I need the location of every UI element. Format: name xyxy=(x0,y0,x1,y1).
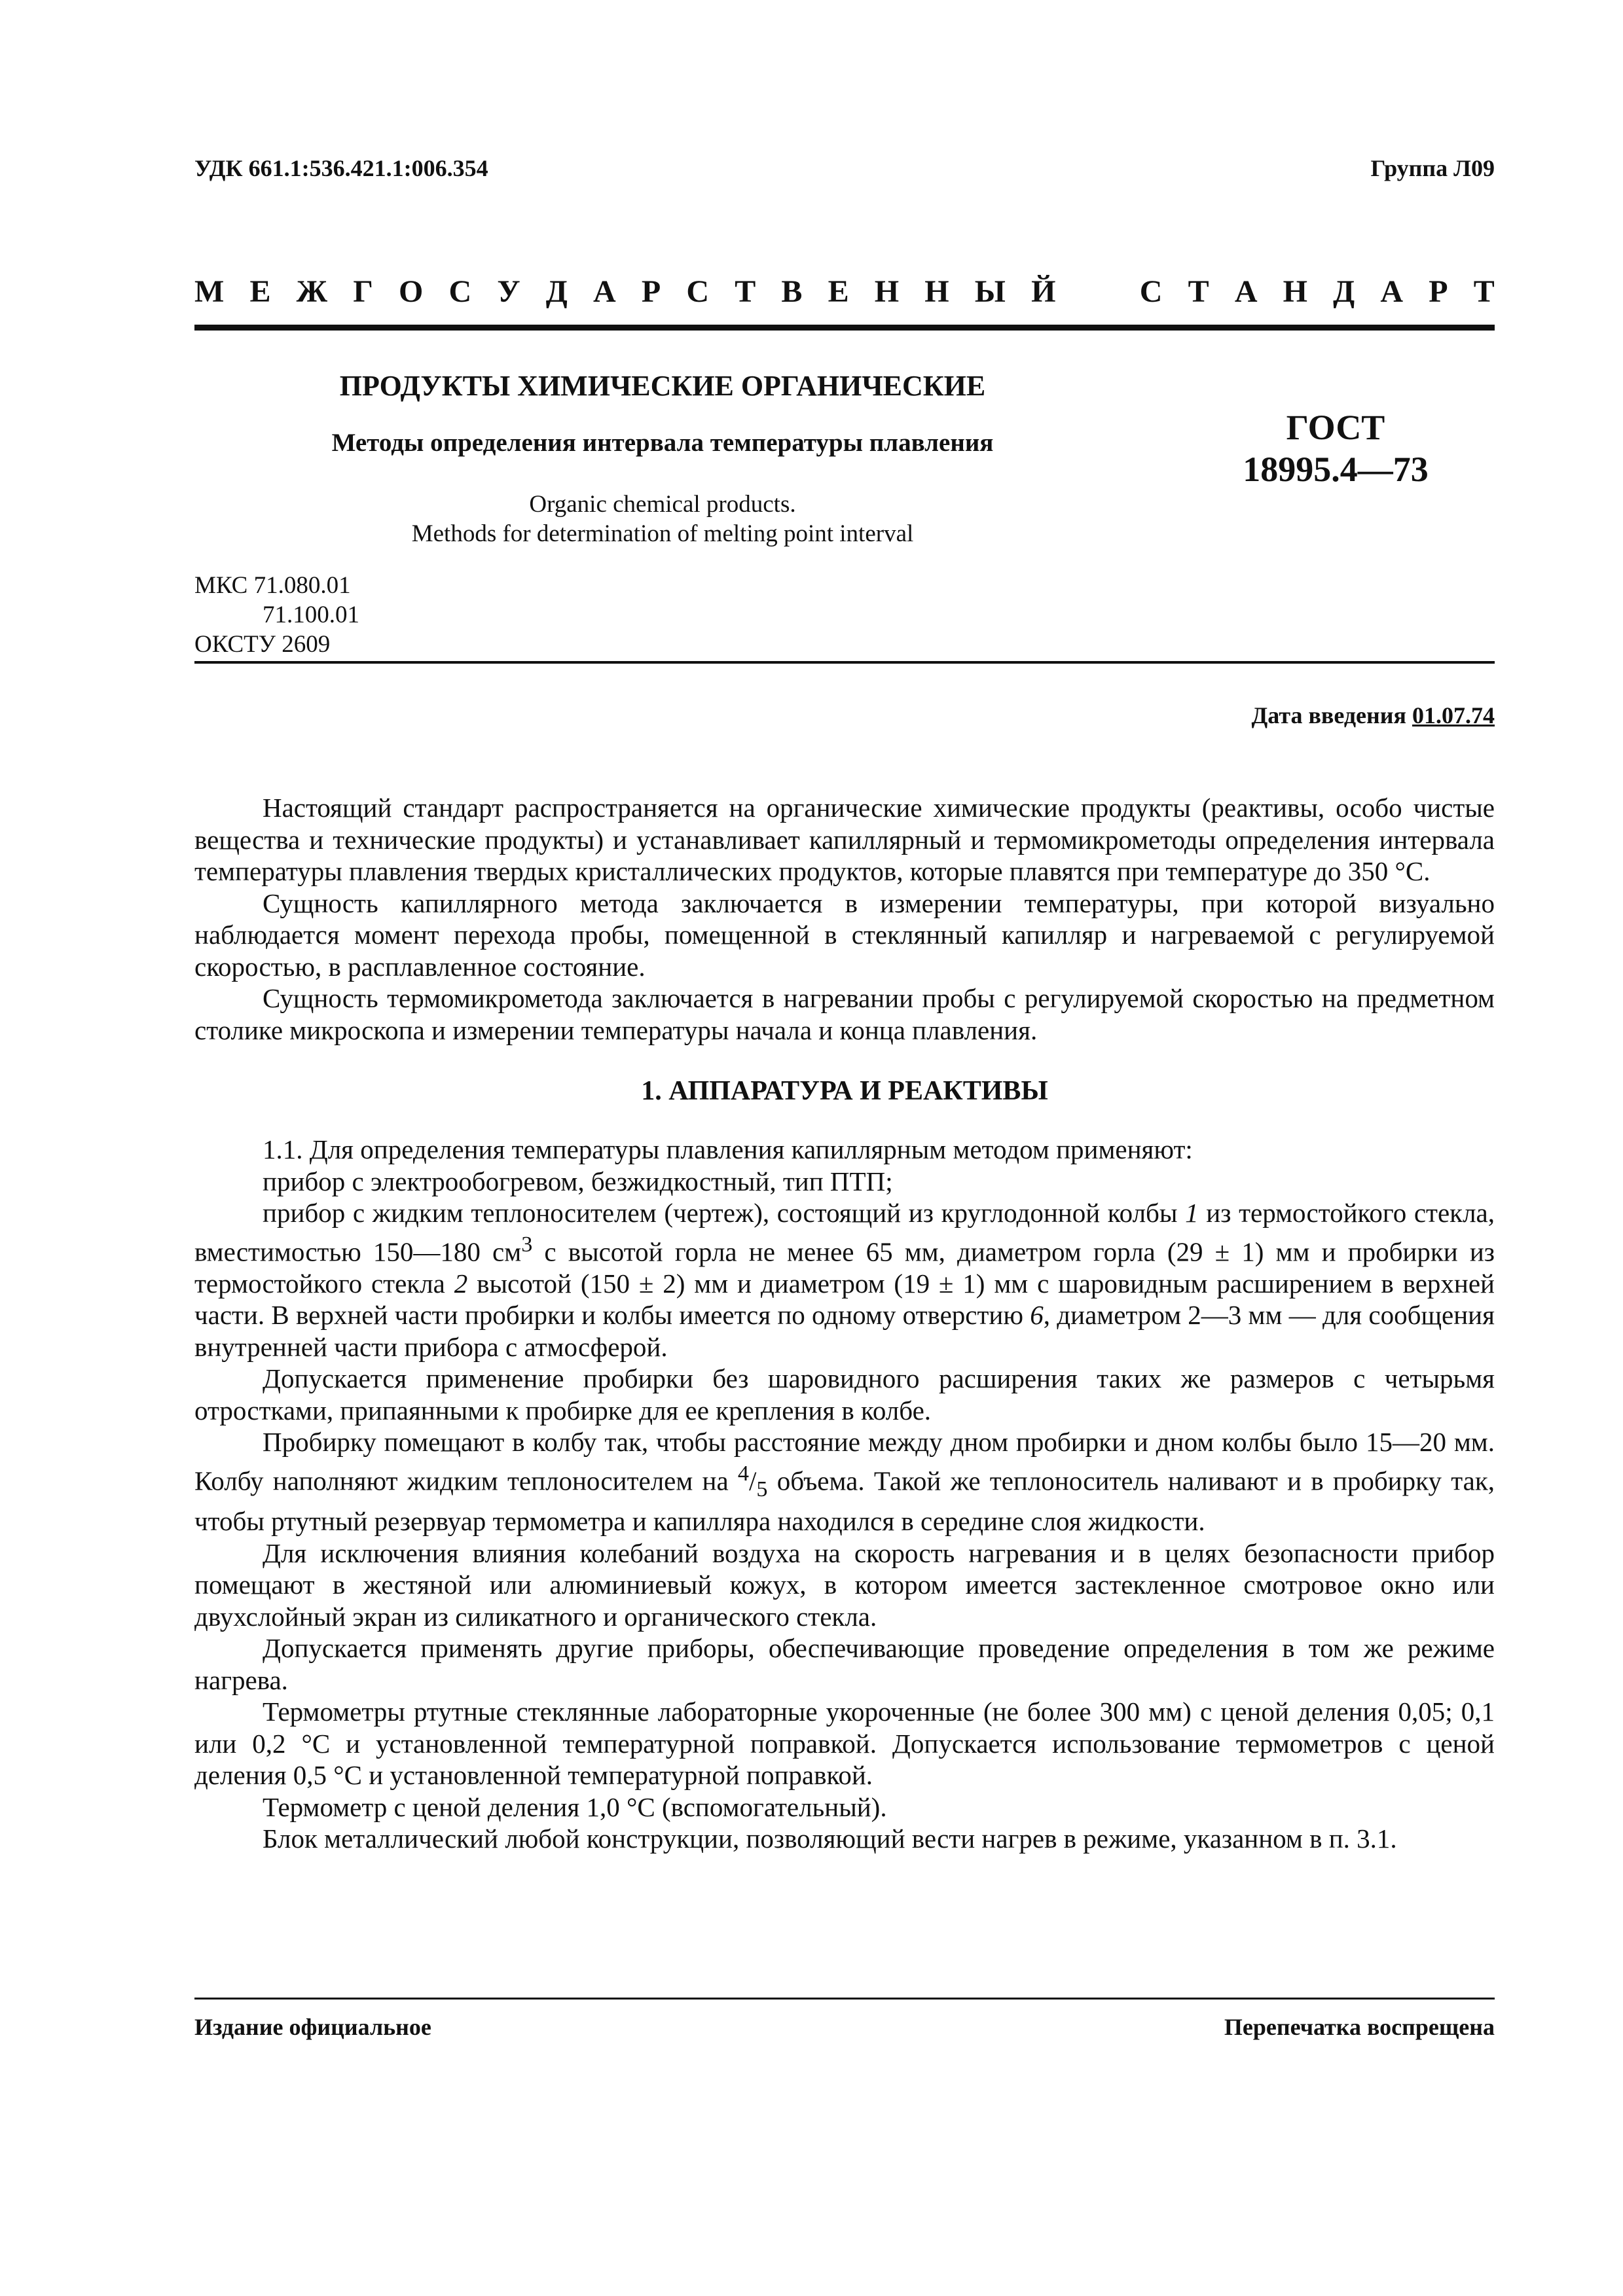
header-rule xyxy=(194,661,1495,664)
banner-letter: А xyxy=(593,274,616,309)
paragraph: Блок металлический любой конструкции, позволяющий вести нагрев в режиме, указанном в п. 3.1. xyxy=(263,1823,1397,1854)
text-run: из термостойкого стекла, вместимостью 150—180 см xyxy=(194,1198,1495,1267)
english-title-line: Organic chemical products. xyxy=(529,491,796,518)
text-run: объема. Такой же теплоноситель наливают и в пробирку так, чтобы ртутный резервуар термометра и капилляра находился в середине слоя жидкости. xyxy=(194,1465,1495,1536)
paragraph: Сущность капиллярного метода заключается в измерении температуры, при которой визуально наблюдается момент перехода пробы, помещенной в стеклянный капилляр и нагреваемой с регулируемой скоростью, в расплавленное состояние. xyxy=(194,888,1495,982)
banner-letter: Ы xyxy=(974,274,1006,309)
standard-banner xyxy=(194,274,1495,310)
text-run: прибор с жидким теплоносителем (чертеж), состоящий из круглодонной колбы xyxy=(263,1198,1186,1228)
footer-official-edition: Издание официальное xyxy=(194,2014,431,2040)
document-title: ПРОДУКТЫ ХИМИЧЕСКИЕ ОРГАНИЧЕСКИЕ xyxy=(339,370,986,402)
paragraph: Пробирку помещают в колбу так, чтобы расстояние между дном пробирки и дном колбы было 15—20 мм. Колбу наполняют жидким теплоносителем на $^4/_5$ объема. Такой же теплоноситель наливают и в пробирку так, чтобы ртутный резервуар термометра и капилляра находился в середине слоя жидкости. xyxy=(194,1427,1495,1536)
mks-code: 71.100.01 xyxy=(263,601,359,629)
banner-letter: М xyxy=(194,274,225,309)
banner-letter: Р xyxy=(1429,274,1448,309)
figure-ref: 6 xyxy=(1030,1300,1044,1331)
document-body xyxy=(194,792,1495,1855)
banner-letter: Д xyxy=(1333,274,1355,309)
figure-ref: 1 xyxy=(1185,1198,1199,1228)
footer-rule xyxy=(194,1998,1495,2000)
introduction-date xyxy=(1252,702,1495,729)
paragraph: Сущность термомикрометода заключается в нагревании пробы с регулируемой скоростью на предметном столике микроскопа и измерении температуры начала и конца плавления. xyxy=(194,983,1495,1045)
introduction-date-label: Дата введения xyxy=(1251,702,1406,728)
banner-letter: Т xyxy=(1188,274,1209,309)
document-subtitle: Методы определения интервала температуры плавления xyxy=(331,429,994,457)
gost-number: 18995.4—73 xyxy=(1243,450,1429,489)
banner-letter: Т xyxy=(1473,274,1495,309)
banner-letter: Й xyxy=(1031,274,1056,309)
banner-letter: Е xyxy=(828,274,849,309)
text-run: Пробирку помещают в колбу так, чтобы расстояние между дном пробирки и дном колбы было 15—20 мм. Колбу наполняют жидким теплоносителем на xyxy=(194,1427,1495,1496)
banner-letter: В xyxy=(781,274,803,309)
banner-letter: Н xyxy=(1283,274,1307,309)
paragraph: Настоящий стандарт распространяется на органические химические продукты (реактивы, особо чистые вещества и технические продукты) и устанавливает капиллярный и термомикрометоды определения интервала температуры плавления твердых кристаллических продуктов, которые плавятся при температуре до 350 °С. xyxy=(194,793,1495,886)
banner-letter: Н xyxy=(874,274,900,309)
text-run: , диаметром 2—3 мм — для сообщения внутренней части прибора с атмосферой. xyxy=(194,1300,1495,1362)
paragraph: Допускается применять другие приборы, обеспечивающие проведение определения в том же режиме нагрева. xyxy=(194,1633,1495,1695)
banner-word-gap xyxy=(1082,274,1114,310)
banner-rule xyxy=(194,325,1495,331)
banner-letter: Т xyxy=(735,274,756,309)
paragraph: Термометры ртутные стеклянные лабораторные укороченные (не более 300 мм) с ценой деления 0,05; 0,1 или 0,2 °С и установленной температурной поправкой. Допускается использование термометров с ценой деления 0,5 °С и установленной температурной поправкой. xyxy=(194,1696,1495,1790)
banner-letter: С xyxy=(448,274,472,309)
introduction-date-value: 01.07.74 xyxy=(1412,702,1495,728)
paragraph: прибор с электрообогревом, безжидкостный, тип ПТП; xyxy=(263,1166,893,1196)
banner-letter: Д xyxy=(545,274,568,309)
banner-letter: У xyxy=(497,274,520,309)
paragraph xyxy=(194,1197,1495,1363)
banner-letter: Е xyxy=(249,274,271,309)
fraction-denominator: 5 xyxy=(756,1477,768,1501)
banner-letter: О xyxy=(399,274,424,309)
banner-letter: Н xyxy=(924,274,949,309)
udk-code: УДК 661.1:536.421.1:006.354 xyxy=(194,155,488,181)
fraction-numerator: 4 xyxy=(737,1461,749,1486)
paragraph: Для исключения влияния колебаний воздуха на скорость нагревания и в целях безопасности прибор помещают в жестяной или алюминиевый кожух, в котором имеется застекленное смотровое окно или двухслойный экран из силикатного и органического стекла. xyxy=(194,1537,1495,1632)
banner-letter: А xyxy=(1234,274,1258,309)
footer-reprint-notice: Перепечатка воспрещена xyxy=(1224,2014,1495,2040)
text-run: высотой (150 ± 2) мм и диаметром (19 ± 1) мм с шаровидным расширением в верхней части. В верхней части пробирки и колбы имеется по одному отверстию xyxy=(194,1268,1495,1331)
banner-letter: С xyxy=(686,274,710,309)
banner-letter: А xyxy=(1380,274,1404,309)
paragraph: Термометр с ценой деления 1,0 °С (вспомогательный). xyxy=(263,1791,887,1822)
okstu-code: ОКСТУ 2609 xyxy=(194,631,331,658)
superscript: 3 xyxy=(521,1232,533,1257)
classification-codes xyxy=(194,571,359,659)
banner-letter: Ж xyxy=(296,274,328,309)
banner-letter: Г xyxy=(353,274,373,309)
paragraph: Допускается применение пробирки без шаровидного расширения таких же размеров с четырьмя отростками, припаянными к пробирке для ее крепления в колбе. xyxy=(194,1363,1495,1426)
text-run: с высотой горла не менее 65 мм, диаметром горла (29 ± 1) мм и пробирки из термостойкого стекла xyxy=(194,1236,1495,1299)
gost-label: ГОСТ xyxy=(1286,408,1385,447)
english-title xyxy=(194,490,1131,548)
english-title-line: Methods for determination of melting point interval xyxy=(411,520,914,548)
paragraph: 1.1. Для определения температуры плавления капиллярным методом применяют: xyxy=(263,1134,1193,1164)
group-code: Группа Л09 xyxy=(1370,155,1495,181)
banner-letter: С xyxy=(1139,274,1163,309)
figure-ref: 2 xyxy=(454,1268,468,1299)
mks-code: МКС 71.080.01 xyxy=(194,572,351,599)
section-heading: 1. АППАРАТУРА И РЕАКТИВЫ xyxy=(641,1076,1048,1106)
banner-letter: Р xyxy=(641,274,661,309)
